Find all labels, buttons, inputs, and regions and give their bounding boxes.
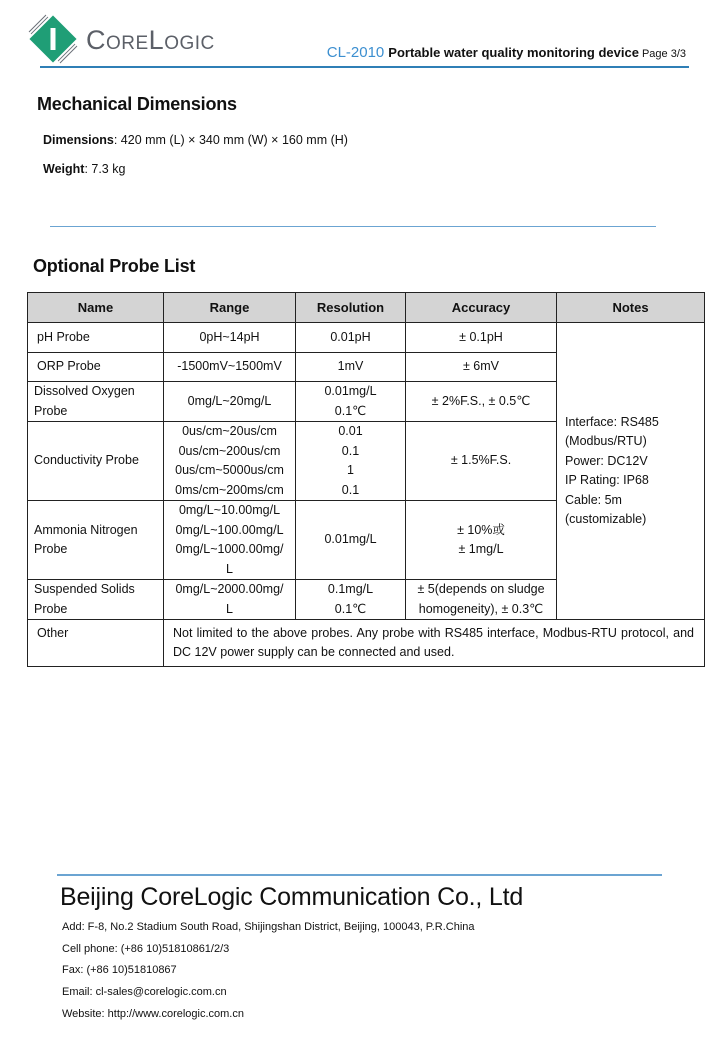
probe-resolution: 1mV [296, 353, 406, 382]
page-number: Page 3/3 [641, 48, 686, 60]
column-header-accuracy: Accuracy [406, 293, 557, 323]
probe-range: 0us/cm~20us/cm 0us/cm~200us/cm 0us/cm~5000us/cm 0ms/cm~200ms/cm [164, 422, 296, 501]
contact-fax: Fax: (+86 10)51810867 [62, 964, 177, 976]
contact-cell-phone: Cell phone: (+86 10)51810861/2/3 [62, 943, 230, 955]
column-header-notes: Notes [557, 293, 705, 323]
mechanical-dimensions-heading: Mechanical Dimensions [37, 94, 237, 114]
weight-value: : 7.3 kg [84, 162, 126, 176]
section-divider [50, 226, 656, 227]
product-name: Portable water quality monitoring device [388, 45, 639, 60]
dimensions-value: : 420 mm (L) × 340 mm (W) × 160 mm (H) [113, 133, 348, 147]
model-code: CL-2010 [326, 44, 385, 61]
probe-range: 0mg/L~2000.00mg/ L [164, 580, 296, 620]
probe-accuracy: ± 5(depends on sludge homogeneity), ± 0.3℃ [406, 580, 557, 620]
column-header-name: Name [28, 293, 164, 323]
column-header-resolution: Resolution [296, 293, 406, 323]
probe-notes: Interface: RS485 (Modbus/RTU) Power: DC12V IP Rating: IP68 Cable: 5m (customizable) [557, 323, 705, 620]
company-name: Beijing CoreLogic Communication Co., Ltd [60, 883, 524, 911]
probe-name: Suspended Solids Probe [28, 580, 164, 620]
probe-accuracy: ± 1.5%F.S. [406, 422, 557, 501]
dimensions-spec [43, 133, 348, 147]
footer-divider [57, 874, 662, 876]
weight-spec [43, 162, 125, 176]
column-header-range: Range [164, 293, 296, 323]
probe-accuracy: ± 0.1pH [406, 323, 557, 353]
brand-name: CoreLogic [86, 25, 215, 55]
contact-website: Website: http://www.corelogic.com.cn [62, 1008, 244, 1020]
corelogic-logo-icon [26, 12, 80, 66]
probe-resolution: 0.01pH [296, 323, 406, 353]
probe-accuracy: ± 2%F.S., ± 0.5℃ [406, 382, 557, 422]
probe-accuracy: ± 6mV [406, 353, 557, 382]
other-label: Other [28, 620, 164, 667]
probe-name: Ammonia Nitrogen Probe [28, 501, 164, 580]
dimensions-label: Dimensions [43, 133, 114, 147]
probe-resolution: 0.01mg/L 0.1℃ [296, 382, 406, 422]
probe-range: 0pH~14pH [164, 323, 296, 353]
probe-resolution: 0.1mg/L 0.1℃ [296, 580, 406, 620]
header-title [327, 44, 686, 62]
probe-resolution: 0.01 0.1 1 0.1 [296, 422, 406, 501]
other-description: Not limited to the above probes. Any probe with RS485 interface, Modbus-RTU protocol, and DC 12V power supply can be connected and used. [164, 620, 705, 667]
probe-range: -1500mV~1500mV [164, 353, 296, 382]
table-header-row [28, 293, 705, 323]
probe-range: 0mg/L~20mg/L [164, 382, 296, 422]
header-divider [40, 66, 689, 68]
probe-name: pH Probe [28, 323, 164, 353]
probe-range: 0mg/L~10.00mg/L 0mg/L~100.00mg/L 0mg/L~1000.00mg/ L [164, 501, 296, 580]
probe-accuracy: ± 10%或 ± 1mg/L [406, 501, 557, 580]
probe-table [27, 292, 705, 667]
probe-resolution: 0.01mg/L [296, 501, 406, 580]
probe-name: Dissolved Oxygen Probe [28, 382, 164, 422]
weight-label: Weight [43, 162, 85, 176]
probe-name: Conductivity Probe [28, 422, 164, 501]
probe-name: ORP Probe [28, 353, 164, 382]
probe-list-heading: Optional Probe List [33, 256, 196, 276]
contact-address: Add: F-8, No.2 Stadium South Road, Shijingshan District, Beijing, 100043, P.R.China [62, 921, 475, 933]
table-row-other [28, 620, 705, 667]
contact-email: Email: cl-sales@corelogic.com.cn [62, 986, 227, 998]
table-row [28, 323, 705, 353]
